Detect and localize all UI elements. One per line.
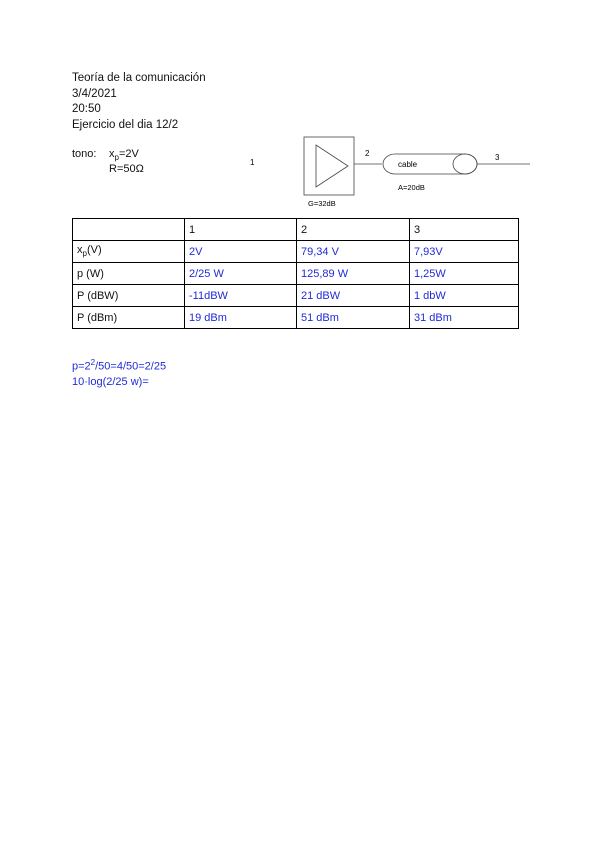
table-header-cell: 3 [410,219,519,241]
table-cell: 31 dBm [410,307,519,329]
date: 3/4/2021 [72,87,117,100]
table-row [73,263,519,285]
node-2-label: 2 [365,149,370,158]
table-cell: 7,93V [410,241,519,263]
table-cell: -11dBW [185,285,297,307]
table-header-cell: 1 [185,219,297,241]
table-header-row [73,219,519,241]
tono-resistance: R=50Ω [109,163,144,175]
row-label: P (dBm) [73,307,185,329]
row-label: p (W) [73,263,185,285]
time: 20:50 [72,103,101,115]
table-cell: 1,25W [410,263,519,285]
amplifier-box [304,137,354,195]
table-row [73,307,519,329]
tono-label: tono: [72,148,97,160]
table-cell: 1 dbW [410,285,519,307]
document-header [72,71,206,133]
cable-attenuation-label: A=20dB [398,183,425,192]
table-cell: 51 dBm [297,307,410,329]
table-cell: 125,89 W [297,263,410,285]
table-cell: 21 dBW [297,285,410,307]
course-title: Teoría de la comunicación [72,72,206,84]
tono-amplitude: $x_p=2V$ [109,148,139,163]
node-1-label: 1 [250,158,255,167]
row-label: $x_p(V)$ [73,241,185,263]
row-label: P (dBW) [73,285,185,307]
cable-end-ellipse [453,154,477,174]
table-header-cell [73,219,185,241]
note-line-2: 10·log(2/25 w)= [72,375,149,388]
table-cell: 79,34 V [297,241,410,263]
table-row [73,241,519,263]
table-row [73,285,519,307]
amplifier-triangle-icon [316,145,348,187]
cable-label: cable [398,160,418,169]
amplifier-gain-label: G=32dB [308,199,336,208]
table-header-cell: 2 [297,219,410,241]
table-cell: 2/25 W [185,263,297,285]
amplifier-cable-diagram [240,135,540,215]
table-cell: 2V [185,241,297,263]
power-table [72,218,519,329]
node-3-label: 3 [495,153,500,162]
table-cell: 19 dBm [185,307,297,329]
exercise-title: Ejercicio del dia 12/2 [72,118,179,131]
handwritten-notes [72,355,166,390]
note-line-1: $p=2^2/50=4/50=2/25$ [72,358,167,373]
